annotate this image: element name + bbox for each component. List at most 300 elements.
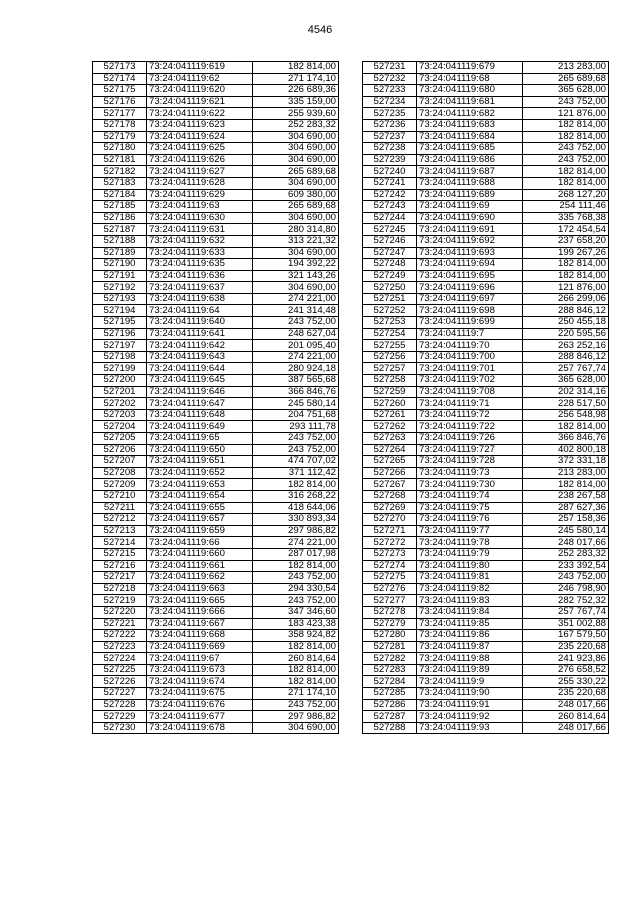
record-number: 527219 xyxy=(93,595,147,607)
record-number: 527236 xyxy=(363,119,417,131)
cadastral-number: 73:24:041119:685 xyxy=(417,143,523,155)
cadastral-number: 73:24:041119:62 xyxy=(147,73,253,85)
record-number: 527259 xyxy=(363,386,417,398)
cadastral-number: 73:24:041119:90 xyxy=(417,688,523,700)
record-number: 527176 xyxy=(93,96,147,108)
cadastral-value: 372 331,18 xyxy=(523,456,609,468)
cadastral-number: 73:24:041119:696 xyxy=(417,282,523,294)
record-number: 527257 xyxy=(363,363,417,375)
table-row xyxy=(363,664,609,676)
cadastral-value: 387 565,68 xyxy=(253,375,339,387)
record-number: 527233 xyxy=(363,85,417,97)
table-row xyxy=(363,409,609,421)
cadastral-number: 73:24:041119:625 xyxy=(147,143,253,155)
cadastral-value: 304 690,00 xyxy=(253,143,339,155)
record-number: 527251 xyxy=(363,293,417,305)
cadastral-value: 274 221,00 xyxy=(253,351,339,363)
table-row xyxy=(93,572,339,584)
cadastral-number: 73:24:041119:678 xyxy=(147,722,253,734)
table-body-left xyxy=(93,62,339,734)
cadastral-number: 73:24:041119:653 xyxy=(147,479,253,491)
record-number: 527262 xyxy=(363,421,417,433)
record-number: 527277 xyxy=(363,595,417,607)
record-number: 527214 xyxy=(93,537,147,549)
cadastral-number: 73:24:041119:654 xyxy=(147,490,253,502)
record-number: 527177 xyxy=(93,108,147,120)
record-number: 527256 xyxy=(363,351,417,363)
cadastral-value: 297 986,82 xyxy=(253,525,339,537)
cadastral-number: 73:24:041119:87 xyxy=(417,641,523,653)
cadastral-value: 199 267,26 xyxy=(523,247,609,259)
cadastral-value: 243 752,00 xyxy=(523,154,609,166)
record-number: 527185 xyxy=(93,201,147,213)
record-number: 527209 xyxy=(93,479,147,491)
cadastral-number: 73:24:041119:66 xyxy=(147,537,253,549)
cadastral-number: 73:24:041119:80 xyxy=(417,560,523,572)
cadastral-number: 73:24:041119:655 xyxy=(147,502,253,514)
table-row xyxy=(363,386,609,398)
record-number: 527220 xyxy=(93,606,147,618)
cadastral-number: 73:24:041119:624 xyxy=(147,131,253,143)
cadastral-value: 358 924,82 xyxy=(253,630,339,642)
cadastral-number: 73:24:041119:86 xyxy=(417,630,523,642)
table-row xyxy=(363,340,609,352)
table-row xyxy=(363,293,609,305)
cadastral-value: 237 658,20 xyxy=(523,235,609,247)
cadastral-number: 73:24:041119:663 xyxy=(147,583,253,595)
cadastral-number: 73:24:041119:74 xyxy=(417,490,523,502)
cadastral-value: 366 846,76 xyxy=(523,433,609,445)
table-row xyxy=(93,247,339,259)
cadastral-number: 73:24:041119:661 xyxy=(147,560,253,572)
table-row xyxy=(363,224,609,236)
table-row xyxy=(93,154,339,166)
table-row xyxy=(363,259,609,271)
cadastral-number: 73:24:041119:63 xyxy=(147,201,253,213)
table-row xyxy=(93,479,339,491)
record-number: 527252 xyxy=(363,305,417,317)
cadastral-value: 243 752,00 xyxy=(523,143,609,155)
cadastral-number: 73:24:041119:665 xyxy=(147,595,253,607)
record-number: 527193 xyxy=(93,293,147,305)
cadastral-value: 243 752,00 xyxy=(253,444,339,456)
table-row xyxy=(93,699,339,711)
record-number: 527210 xyxy=(93,490,147,502)
table-row xyxy=(93,711,339,723)
table-row xyxy=(363,421,609,433)
cadastral-number: 73:24:041119:681 xyxy=(417,96,523,108)
cadastral-number: 73:24:041119:698 xyxy=(417,305,523,317)
cadastral-value: 254 111,46 xyxy=(523,201,609,213)
cadastral-number: 73:24:041119:79 xyxy=(417,548,523,560)
record-number: 527264 xyxy=(363,444,417,456)
record-number: 527215 xyxy=(93,548,147,560)
table-row xyxy=(363,270,609,282)
table-row xyxy=(93,433,339,445)
table-row xyxy=(363,456,609,468)
record-number: 527188 xyxy=(93,235,147,247)
table-row xyxy=(93,398,339,410)
cadastral-number: 73:24:041119:76 xyxy=(417,514,523,526)
cadastral-number: 73:24:041119:622 xyxy=(147,108,253,120)
record-number: 527194 xyxy=(93,305,147,317)
cadastral-value: 280 314,80 xyxy=(253,224,339,236)
cadastral-number: 73:24:041119:71 xyxy=(417,398,523,410)
cadastral-number: 73:24:041119:72 xyxy=(417,409,523,421)
record-number: 527178 xyxy=(93,119,147,131)
cadastral-number: 73:24:041119:628 xyxy=(147,177,253,189)
record-number: 527182 xyxy=(93,166,147,178)
record-number: 527223 xyxy=(93,641,147,653)
cadastral-value: 235 220,68 xyxy=(523,641,609,653)
cadastral-value: 243 752,00 xyxy=(253,699,339,711)
cadastral-number: 73:24:041119:84 xyxy=(417,606,523,618)
cadastral-number: 73:24:041119:652 xyxy=(147,467,253,479)
cadastral-value: 304 690,00 xyxy=(253,131,339,143)
table-row xyxy=(93,177,339,189)
cadastral-value: 351 002,88 xyxy=(523,618,609,630)
record-number: 527174 xyxy=(93,73,147,85)
cadastral-value: 287 017,98 xyxy=(253,548,339,560)
cadastral-number: 73:24:041119:730 xyxy=(417,479,523,491)
cadastral-value: 182 814,00 xyxy=(523,177,609,189)
cadastral-value: 248 627,04 xyxy=(253,328,339,340)
cadastral-value: 274 221,00 xyxy=(253,293,339,305)
cadastral-number: 73:24:041119:65 xyxy=(147,433,253,445)
cadastral-value: 402 800,18 xyxy=(523,444,609,456)
table-row xyxy=(363,699,609,711)
cadastral-number: 73:24:041119:648 xyxy=(147,409,253,421)
table-row xyxy=(93,467,339,479)
table-row xyxy=(93,224,339,236)
table-row xyxy=(93,119,339,131)
cadastral-value: 297 986,82 xyxy=(253,711,339,723)
table-row xyxy=(93,85,339,97)
cadastral-value: 246 798,90 xyxy=(523,583,609,595)
table-row xyxy=(93,62,339,74)
table-row xyxy=(93,189,339,201)
record-number: 527202 xyxy=(93,398,147,410)
table-row xyxy=(93,375,339,387)
cadastral-value: 287 627,36 xyxy=(523,502,609,514)
cadastral-value: 248 017,66 xyxy=(523,722,609,734)
cadastral-value: 257 767,74 xyxy=(523,363,609,375)
table-row xyxy=(93,595,339,607)
cadastral-value: 183 423,38 xyxy=(253,618,339,630)
table-row xyxy=(93,270,339,282)
record-number: 527272 xyxy=(363,537,417,549)
record-number: 527243 xyxy=(363,201,417,213)
cadastral-value: 252 283,32 xyxy=(523,548,609,560)
cadastral-value: 347 346,60 xyxy=(253,606,339,618)
record-number: 527285 xyxy=(363,688,417,700)
table-row xyxy=(93,548,339,560)
table-row xyxy=(93,293,339,305)
record-number: 527207 xyxy=(93,456,147,468)
cadastral-number: 73:24:041119:637 xyxy=(147,282,253,294)
cadastral-value: 256 548,98 xyxy=(523,409,609,421)
record-number: 527206 xyxy=(93,444,147,456)
table-row xyxy=(363,537,609,549)
table-row xyxy=(363,525,609,537)
record-number: 527218 xyxy=(93,583,147,595)
table-row xyxy=(363,606,609,618)
record-number: 527212 xyxy=(93,514,147,526)
cadastral-number: 73:24:041119:640 xyxy=(147,317,253,329)
table-row xyxy=(93,537,339,549)
cadastral-number: 73:24:041119:620 xyxy=(147,85,253,97)
cadastral-number: 73:24:041119:81 xyxy=(417,572,523,584)
table-row xyxy=(363,212,609,224)
record-number: 527225 xyxy=(93,664,147,676)
table-row xyxy=(93,259,339,271)
cadastral-value: 304 690,00 xyxy=(253,722,339,734)
table-row xyxy=(93,421,339,433)
cadastral-value: 182 814,00 xyxy=(523,270,609,282)
record-number: 527173 xyxy=(93,62,147,74)
cadastral-value: 265 689,68 xyxy=(523,73,609,85)
record-number: 527241 xyxy=(363,177,417,189)
table-row xyxy=(363,548,609,560)
cadastral-value: 182 814,00 xyxy=(253,676,339,688)
cadastral-value: 241 314,48 xyxy=(253,305,339,317)
record-number: 527270 xyxy=(363,514,417,526)
cadastral-value: 243 752,00 xyxy=(523,572,609,584)
table-row xyxy=(363,108,609,120)
cadastral-number: 73:24:041119:644 xyxy=(147,363,253,375)
record-number: 527248 xyxy=(363,259,417,271)
record-number: 527186 xyxy=(93,212,147,224)
record-number: 527180 xyxy=(93,143,147,155)
cadastral-number: 73:24:041119:697 xyxy=(417,293,523,305)
cadastral-value: 609 380,00 xyxy=(253,189,339,201)
record-number: 527221 xyxy=(93,618,147,630)
cadastral-number: 73:24:041119:642 xyxy=(147,340,253,352)
table-row xyxy=(93,282,339,294)
record-number: 527197 xyxy=(93,340,147,352)
table-row xyxy=(93,560,339,572)
record-number: 527246 xyxy=(363,235,417,247)
record-number: 527235 xyxy=(363,108,417,120)
table-row xyxy=(363,328,609,340)
table-row xyxy=(93,618,339,630)
cadastral-number: 73:24:041119:726 xyxy=(417,433,523,445)
table-row xyxy=(363,514,609,526)
cadastral-value: 243 752,00 xyxy=(253,433,339,445)
record-number: 527183 xyxy=(93,177,147,189)
cadastral-value: 366 846,76 xyxy=(253,386,339,398)
cadastral-value: 313 221,32 xyxy=(253,235,339,247)
record-number: 527284 xyxy=(363,676,417,688)
cadastral-number: 73:24:041119:77 xyxy=(417,525,523,537)
cadastral-number: 73:24:041119:693 xyxy=(417,247,523,259)
cadastral-number: 73:24:041119:650 xyxy=(147,444,253,456)
record-number: 527276 xyxy=(363,583,417,595)
cadastral-number: 73:24:041119:89 xyxy=(417,664,523,676)
record-number: 527181 xyxy=(93,154,147,166)
record-number: 527268 xyxy=(363,490,417,502)
record-number: 527279 xyxy=(363,618,417,630)
table-row xyxy=(363,143,609,155)
cadastral-number: 73:24:041119:688 xyxy=(417,177,523,189)
record-number: 527204 xyxy=(93,421,147,433)
table-row xyxy=(363,131,609,143)
table-row xyxy=(93,583,339,595)
record-number: 527224 xyxy=(93,653,147,665)
cadastral-number: 73:24:041119:93 xyxy=(417,722,523,734)
table-row xyxy=(93,166,339,178)
cadastral-value: 263 252,16 xyxy=(523,340,609,352)
cadastral-value: 182 814,00 xyxy=(523,479,609,491)
cadastral-number: 73:24:041119:7 xyxy=(417,328,523,340)
record-number: 527244 xyxy=(363,212,417,224)
table-row xyxy=(93,305,339,317)
record-number: 527280 xyxy=(363,630,417,642)
table-body-right xyxy=(363,62,609,734)
record-number: 527199 xyxy=(93,363,147,375)
cadastral-number: 73:24:041119:680 xyxy=(417,85,523,97)
record-number: 527254 xyxy=(363,328,417,340)
record-number: 527242 xyxy=(363,189,417,201)
cadastral-value: 241 923,86 xyxy=(523,653,609,665)
cadastral-number: 73:24:041119:69 xyxy=(417,201,523,213)
record-number: 527260 xyxy=(363,398,417,410)
cadastral-value: 257 158,36 xyxy=(523,514,609,526)
cadastral-value: 204 751,68 xyxy=(253,409,339,421)
table-row xyxy=(93,108,339,120)
cadastral-value: 248 017,66 xyxy=(523,699,609,711)
cadastral-number: 73:24:041119:633 xyxy=(147,247,253,259)
record-number: 527217 xyxy=(93,572,147,584)
register-table-right xyxy=(362,61,609,734)
record-number: 527247 xyxy=(363,247,417,259)
cadastral-value: 282 752,32 xyxy=(523,595,609,607)
table-row xyxy=(363,201,609,213)
cadastral-value: 268 127,20 xyxy=(523,189,609,201)
table-row xyxy=(363,490,609,502)
cadastral-number: 73:24:041119:647 xyxy=(147,398,253,410)
cadastral-number: 73:24:041119:682 xyxy=(417,108,523,120)
table-row xyxy=(363,73,609,85)
cadastral-value: 293 111,78 xyxy=(253,421,339,433)
table-row xyxy=(363,722,609,734)
table-row xyxy=(363,641,609,653)
cadastral-value: 182 814,00 xyxy=(253,62,339,74)
cadastral-number: 73:24:041119:638 xyxy=(147,293,253,305)
table-row xyxy=(93,630,339,642)
table-row xyxy=(93,328,339,340)
cadastral-number: 73:24:041119:641 xyxy=(147,328,253,340)
table-row xyxy=(93,456,339,468)
record-number: 527255 xyxy=(363,340,417,352)
cadastral-number: 73:24:041119:73 xyxy=(417,467,523,479)
cadastral-number: 73:24:041119:651 xyxy=(147,456,253,468)
cadastral-number: 73:24:041119:699 xyxy=(417,317,523,329)
cadastral-number: 73:24:041119:91 xyxy=(417,699,523,711)
record-number: 527222 xyxy=(93,630,147,642)
cadastral-value: 245 580,14 xyxy=(523,525,609,537)
cadastral-value: 235 220,68 xyxy=(523,688,609,700)
cadastral-value: 182 814,00 xyxy=(253,560,339,572)
table-row xyxy=(363,595,609,607)
cadastral-value: 182 814,00 xyxy=(523,259,609,271)
table-row xyxy=(363,154,609,166)
table-row xyxy=(93,653,339,665)
record-number: 527238 xyxy=(363,143,417,155)
cadastral-value: 274 221,00 xyxy=(253,537,339,549)
table-row xyxy=(363,247,609,259)
cadastral-value: 220 595,56 xyxy=(523,328,609,340)
cadastral-value: 252 283,32 xyxy=(253,119,339,131)
page-number: 4546 xyxy=(307,24,333,36)
cadastral-number: 73:24:041119:669 xyxy=(147,641,253,653)
record-number: 527195 xyxy=(93,317,147,329)
cadastral-number: 73:24:041119:67 xyxy=(147,653,253,665)
cadastral-value: 474 707,02 xyxy=(253,456,339,468)
cadastral-number: 73:24:041119:691 xyxy=(417,224,523,236)
cadastral-number: 73:24:041119:632 xyxy=(147,235,253,247)
cadastral-number: 73:24:041119:82 xyxy=(417,583,523,595)
cadastral-value: 271 174,10 xyxy=(253,73,339,85)
table-row xyxy=(363,317,609,329)
cadastral-value: 316 268,22 xyxy=(253,490,339,502)
record-number: 527198 xyxy=(93,351,147,363)
table-row xyxy=(363,653,609,665)
table-row xyxy=(363,560,609,572)
cadastral-value: 304 690,00 xyxy=(253,247,339,259)
cadastral-value: 271 174,10 xyxy=(253,688,339,700)
record-number: 527231 xyxy=(363,62,417,74)
table-row xyxy=(93,363,339,375)
cadastral-value: 213 283,00 xyxy=(523,62,609,74)
cadastral-value: 255 939,60 xyxy=(253,108,339,120)
cadastral-number: 73:24:041119:657 xyxy=(147,514,253,526)
record-number: 527200 xyxy=(93,375,147,387)
record-number: 527179 xyxy=(93,131,147,143)
cadastral-number: 73:24:041119:675 xyxy=(147,688,253,700)
cadastral-number: 73:24:041119:92 xyxy=(417,711,523,723)
cadastral-value: 294 330,54 xyxy=(253,583,339,595)
table-row xyxy=(93,641,339,653)
table-row xyxy=(93,409,339,421)
table-row xyxy=(93,143,339,155)
table-row xyxy=(363,62,609,74)
table-row xyxy=(363,433,609,445)
record-number: 527184 xyxy=(93,189,147,201)
table-row xyxy=(363,282,609,294)
table-row xyxy=(363,96,609,108)
cadastral-number: 73:24:041119:75 xyxy=(417,502,523,514)
cadastral-value: 228 517,50 xyxy=(523,398,609,410)
table-row xyxy=(363,444,609,456)
table-row xyxy=(93,502,339,514)
cadastral-number: 73:24:041119:666 xyxy=(147,606,253,618)
cadastral-value: 266 299,06 xyxy=(523,293,609,305)
cadastral-number: 73:24:041119:684 xyxy=(417,131,523,143)
cadastral-value: 182 814,00 xyxy=(523,166,609,178)
record-number: 527190 xyxy=(93,259,147,271)
cadastral-number: 73:24:041119:687 xyxy=(417,166,523,178)
cadastral-number: 73:24:041119:689 xyxy=(417,189,523,201)
record-number: 527213 xyxy=(93,525,147,537)
cadastral-number: 73:24:041119:727 xyxy=(417,444,523,456)
record-number: 527266 xyxy=(363,467,417,479)
record-number: 527175 xyxy=(93,85,147,97)
cadastral-number: 73:24:041119:677 xyxy=(147,711,253,723)
cadastral-value: 248 017,66 xyxy=(523,537,609,549)
cadastral-number: 73:24:041119:722 xyxy=(417,421,523,433)
cadastral-number: 73:24:041119:673 xyxy=(147,664,253,676)
